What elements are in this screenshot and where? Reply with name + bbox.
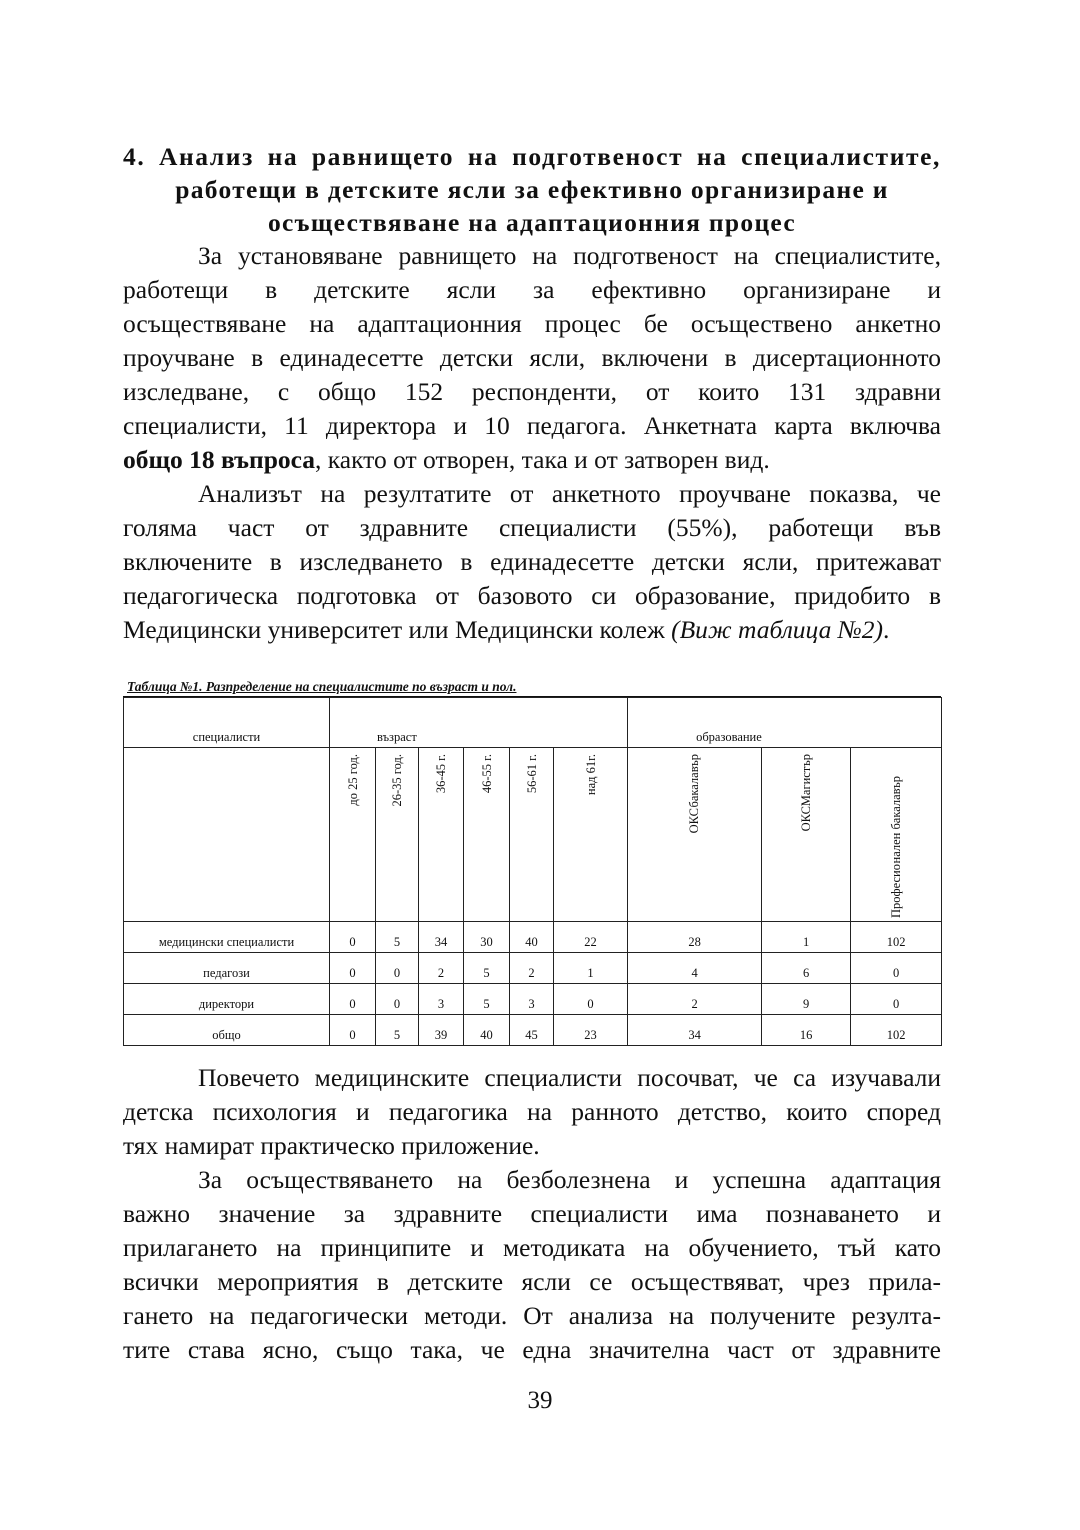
row-label: директори bbox=[124, 984, 330, 1015]
edu-col-line: ОКС bbox=[687, 807, 702, 833]
table-cell: 40 bbox=[510, 922, 554, 953]
row-label: общо bbox=[124, 1015, 330, 1046]
bold-phrase: общо 18 въпроса bbox=[123, 445, 316, 474]
heading-line-2: работещи в детските ясли за ефективно организиране и bbox=[175, 175, 889, 204]
header-education: образование bbox=[628, 698, 942, 748]
header-specialists: специалисти bbox=[124, 698, 330, 748]
table-cell: 34 bbox=[628, 1015, 762, 1046]
text-line: гането на педагогически методи. От анализа на получените резулта- bbox=[123, 1301, 941, 1330]
age-col-label: 56-61 г. bbox=[524, 754, 539, 794]
edu-col-label bbox=[799, 754, 814, 832]
table-cell: 0 bbox=[330, 953, 376, 984]
table-cell: 0 bbox=[376, 984, 419, 1015]
page-body-lower bbox=[123, 1061, 941, 1367]
text-line: тях намират практическо приложение. bbox=[123, 1131, 540, 1160]
table-header-row bbox=[124, 698, 942, 748]
table-cell: 0 bbox=[330, 922, 376, 953]
table-row bbox=[124, 984, 942, 1015]
edu-col-header bbox=[851, 748, 942, 922]
text-line: изследване, с общо 152 респонденти, от които 131 здравни bbox=[123, 377, 941, 406]
paragraph-1 bbox=[123, 239, 941, 477]
text-line: За установяване равнището на подготвеност на специалистите, bbox=[198, 241, 941, 270]
age-col-header bbox=[376, 748, 419, 922]
table-cell: 2 bbox=[510, 953, 554, 984]
edu-col-header bbox=[628, 748, 762, 922]
edu-col-line: ОКС bbox=[798, 806, 813, 832]
table-cell: 22 bbox=[554, 922, 628, 953]
age-col-label: над 61г. bbox=[583, 754, 598, 796]
table-row bbox=[124, 1015, 942, 1046]
text-line bbox=[123, 443, 941, 477]
table-cell: 0 bbox=[330, 1015, 376, 1046]
table-cell: 3 bbox=[419, 984, 464, 1015]
age-col-header bbox=[554, 748, 628, 922]
text-line: работещи в детските ясли за ефективно организиране и bbox=[123, 275, 941, 304]
paragraph-4 bbox=[123, 1163, 941, 1367]
row-label: педагози bbox=[124, 953, 330, 984]
page-number: 39 bbox=[527, 1387, 553, 1414]
text-fragment: . bbox=[883, 615, 890, 644]
table-row bbox=[124, 922, 942, 953]
table-cell: 5 bbox=[464, 953, 510, 984]
table-reference: (Виж таблица №2) bbox=[671, 615, 884, 644]
text-line: важно значение за здравните специалисти има познаването и bbox=[123, 1199, 941, 1228]
age-col-label: 26-35 год. bbox=[390, 754, 404, 807]
table-cell: 2 bbox=[628, 984, 762, 1015]
edu-col-line: нален бакалавър bbox=[888, 776, 903, 864]
table-cell: 5 bbox=[376, 1015, 419, 1046]
age-col-label: до 25 год. bbox=[345, 754, 360, 806]
page-body bbox=[123, 140, 941, 647]
text-line: осъществяване на адаптационния процес бе осъществено анкетно bbox=[123, 309, 941, 338]
table-cell: 0 bbox=[330, 984, 376, 1015]
table-cell: 34 bbox=[419, 922, 464, 953]
age-col-header bbox=[464, 748, 510, 922]
edu-col-label bbox=[889, 776, 904, 917]
table-cell: 0 bbox=[851, 953, 942, 984]
age-col-label: 46-55 г. bbox=[479, 754, 494, 794]
text-fragment: , както от отворен, така и от затворен вид. bbox=[315, 445, 770, 474]
edu-col-header bbox=[762, 748, 851, 922]
table-cell: 102 bbox=[851, 1015, 942, 1046]
table-cell: 39 bbox=[419, 1015, 464, 1046]
text-line bbox=[123, 613, 941, 647]
text-line: Повечето медицинските специалисти посочват, че са изучавали bbox=[198, 1063, 941, 1092]
header-age bbox=[330, 698, 628, 748]
row-label: медицински специалисти bbox=[124, 922, 330, 953]
table-cell: 16 bbox=[762, 1015, 851, 1046]
table-cell: 0 bbox=[851, 984, 942, 1015]
text-line: специалисти, 11 директора и 10 педагога. Анкетната карта включва bbox=[123, 411, 941, 440]
header-age-label: възраст bbox=[377, 730, 417, 744]
table-subheader-row bbox=[124, 748, 942, 922]
table-cell: 102 bbox=[851, 922, 942, 953]
text-line: Анализът на резултатите от анкетното проучване показва, че bbox=[198, 479, 941, 508]
table-cell: 5 bbox=[464, 984, 510, 1015]
heading-line-3: осъществяване на адаптационния процес bbox=[268, 208, 796, 237]
age-col-header bbox=[510, 748, 554, 922]
table-cell: 4 bbox=[628, 953, 762, 984]
table-cell: 5 bbox=[376, 922, 419, 953]
table-cell: 9 bbox=[762, 984, 851, 1015]
section-heading bbox=[123, 140, 941, 239]
text-line: тите става ясно, също така, че една значителна част от здравните bbox=[123, 1335, 941, 1364]
table-cell: 0 bbox=[554, 984, 628, 1015]
table-cell: 1 bbox=[554, 953, 628, 984]
paragraph-3 bbox=[123, 1061, 941, 1163]
table-cell: 2 bbox=[419, 953, 464, 984]
table-cell: 6 bbox=[762, 953, 851, 984]
text-line: прилагането на принципите и методиката на обучението, тъй като bbox=[123, 1233, 941, 1262]
text-line: проучване в единадесетте детски ясли, включени в дисертационното bbox=[123, 343, 941, 372]
table-cell: 1 bbox=[762, 922, 851, 953]
age-col-header bbox=[419, 748, 464, 922]
text-line: педагогическа подготовка от базовото си образование, придобито в bbox=[123, 581, 941, 610]
edu-col-line: Магистър bbox=[798, 754, 813, 807]
table-cell: 30 bbox=[464, 922, 510, 953]
paragraph-2 bbox=[123, 477, 941, 647]
table-caption: Таблица №1. Разпределение на специалистите по възраст и пол. bbox=[127, 679, 517, 694]
table-cell: 0 bbox=[376, 953, 419, 984]
table-cell: 23 bbox=[554, 1015, 628, 1046]
text-line: всички мероприятия в детските ясли се осъществяват, чрез прила- bbox=[123, 1267, 941, 1296]
text-line: детска психология и педагогика на ранното детство, които според bbox=[123, 1097, 941, 1126]
text-line: включените в изследването в единадесетте детски ясли, притежават bbox=[123, 547, 941, 576]
edu-col-label bbox=[687, 754, 702, 833]
text-line: За осъществяването на безболезнена и успешна адаптация bbox=[198, 1165, 941, 1194]
edu-col-line: бакалавър bbox=[687, 754, 702, 808]
distribution-table bbox=[123, 697, 942, 1046]
table-cell: 45 bbox=[510, 1015, 554, 1046]
age-col-header bbox=[330, 748, 376, 922]
text-fragment: Медицински университет или Медицински колеж bbox=[123, 615, 672, 644]
subheader-empty bbox=[124, 748, 330, 922]
table-cell: 40 bbox=[464, 1015, 510, 1046]
table-row bbox=[124, 953, 942, 984]
table-cell: 28 bbox=[628, 922, 762, 953]
age-col-label: 36-45 г. bbox=[434, 754, 448, 794]
edu-col-line: Професио bbox=[888, 863, 903, 918]
table-cell: 3 bbox=[510, 984, 554, 1015]
text-line: голяма част от здравните специалисти (55%), работещи във bbox=[123, 513, 941, 542]
heading-line-1: 4. Анализ на равнището на подготвеност на специалистите, bbox=[123, 142, 941, 171]
